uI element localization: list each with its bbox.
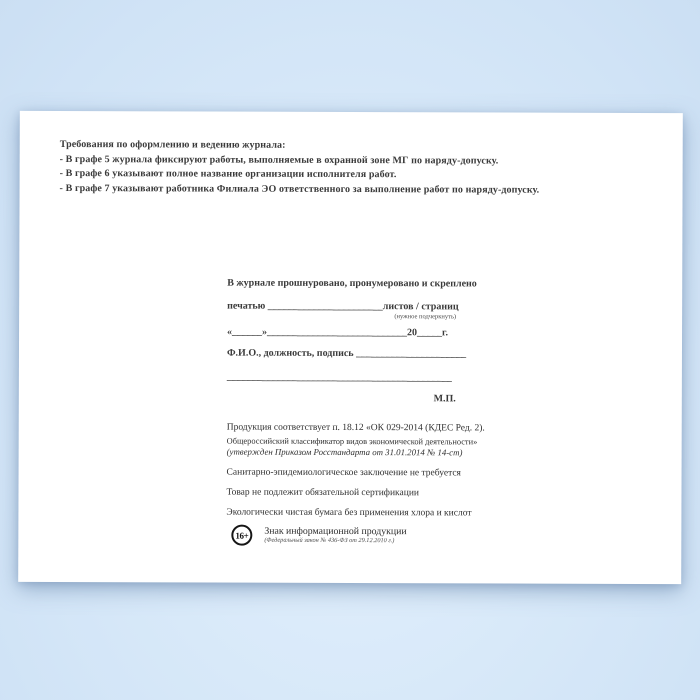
age-rating-16-plus-icon: 16+ [231,525,252,546]
requirement-item: - В графе 7 указывают работника Филиала ЭО ответственного за выполнение работ по наряду-допуску. [59,182,540,196]
stamp-place-label: М.П. [433,393,456,405]
info-product-block [264,525,406,545]
binding-underline-note: (нужное подчеркнуть) [394,313,457,321]
binding-sheets-line: печатью _______________________листов / страниц [227,300,459,313]
age-mark-row [231,525,484,547]
sanitary-conclusion-text: Санитарно-эпидемиологическое заключение не требуется [226,467,461,479]
requirement-item: - В графе 5 журнала фиксируют работы, выполняемые в охранной зоне МГ по наряду-допуску. [59,153,499,167]
eco-paper-text: Экологически чистая бумага без применения хлора и кислот [226,507,472,519]
compliance-line-1: Продукция соответствует п. 18.12 «ОК 029-2014 (КДЕС Ред. 2). [226,422,485,434]
binding-block [226,277,477,406]
certification-text: Товар не подлежит обязательной сертификации [226,487,420,499]
document-page [18,111,683,584]
info-product-law: (Федеральный закон № 436-ФЗ от 29.12.2010 г.) [264,536,395,545]
info-product-label: Знак информационной продукции [264,525,407,538]
binding-statement: В журнале прошнуровано, пронумеровано и скреплено [227,277,477,290]
compliance-line-3: (утвержден Приказом Росстандарта от 31.01.2014 № 14-ст) [226,446,463,458]
requirement-item: - В графе 6 указывают полное название организации исполнителя работ. [59,168,397,181]
binding-date-line: «______»____________________________20_____г. [227,326,448,339]
binding-blank-line: _____________________________________________ [226,371,452,384]
compliance-line-2: Общероссийский классификатор видов экономической деятельности» [226,436,478,447]
binding-signature-line: Ф.И.О., должность, подпись ______________________ [226,347,467,360]
requirements-block [60,138,540,198]
requirements-title: Требования по оформлению и ведению журнала: [59,138,286,151]
compliance-block [226,422,485,547]
